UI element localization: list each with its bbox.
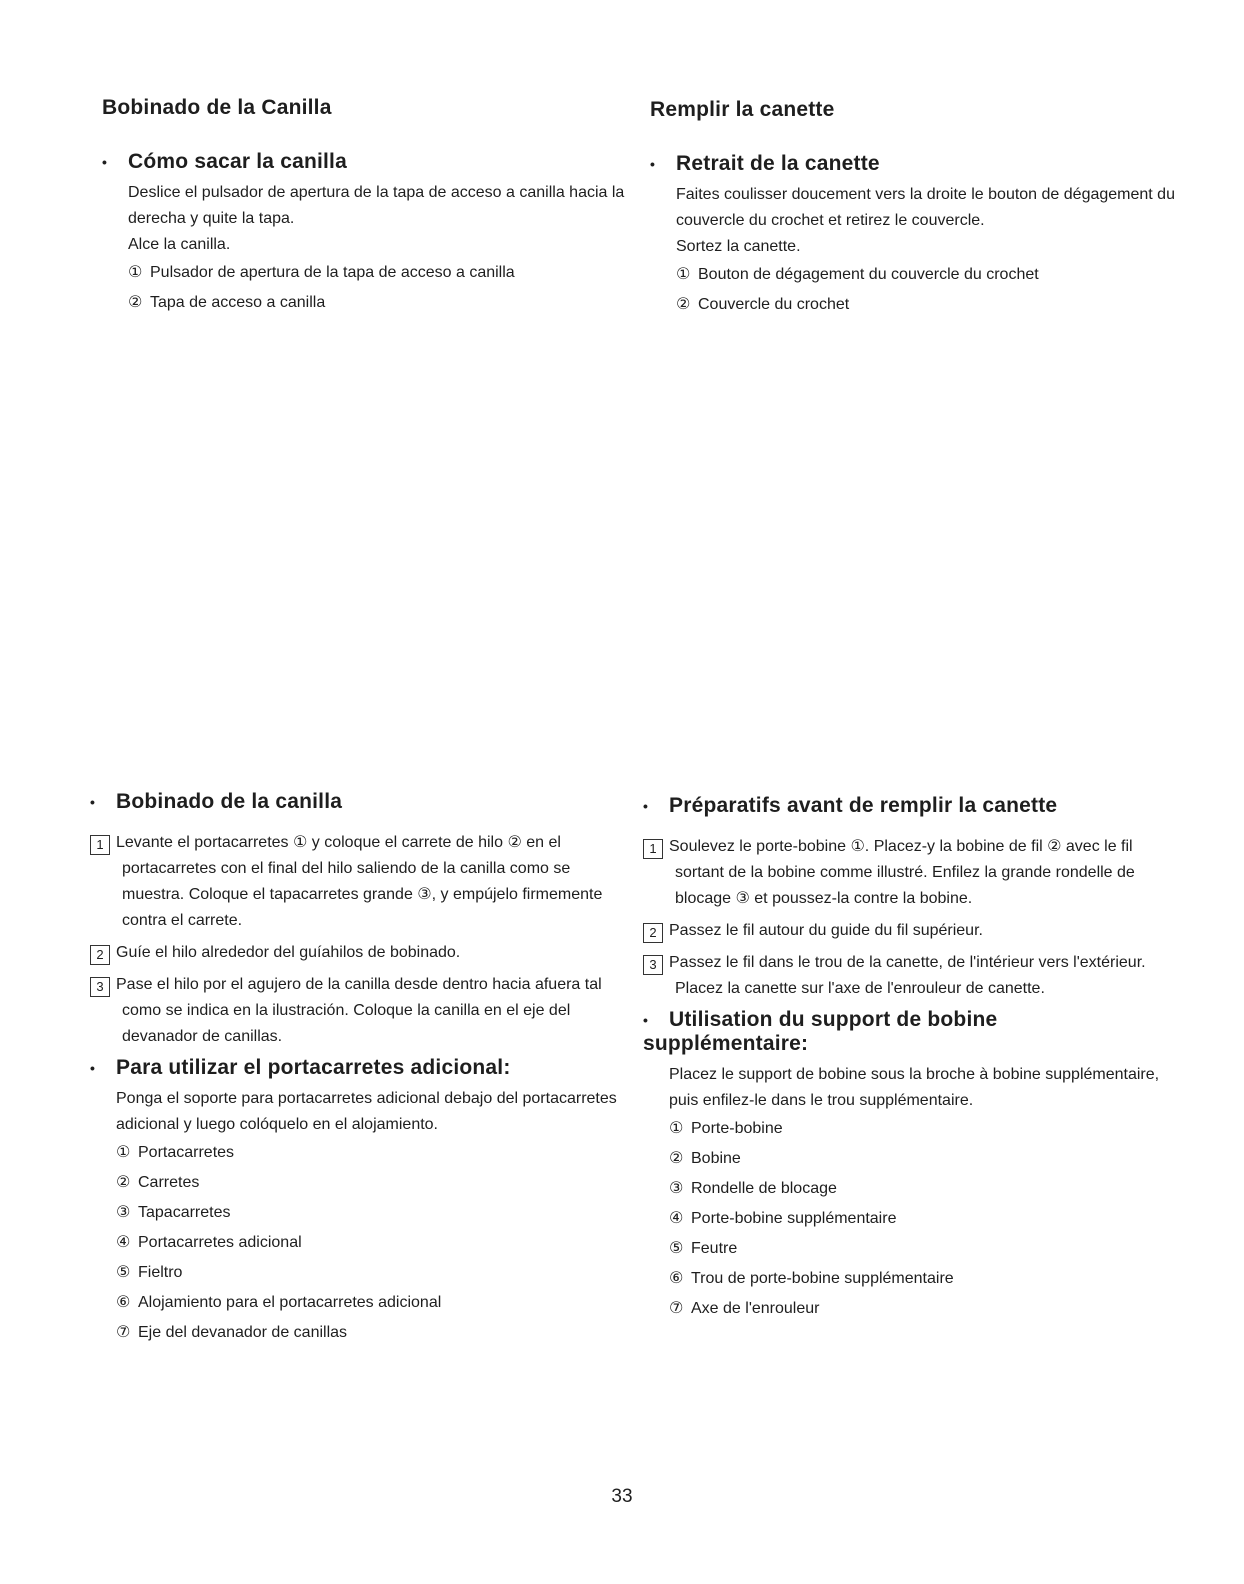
bullet-icon: • [650, 156, 656, 173]
legend-item [650, 290, 1180, 320]
fr-subtitle-additional-spool [643, 1008, 1173, 1056]
legend-item [90, 1258, 625, 1288]
fr-subtitle-text: Préparatifs avant de remplir la canette [669, 794, 1058, 817]
legend-item [90, 1168, 625, 1198]
es-subtitle-additional-spool [90, 1056, 625, 1080]
legend-item [643, 1234, 1173, 1264]
legend-item [102, 288, 632, 318]
legend-item [102, 258, 632, 288]
legend-number: ① [116, 1144, 131, 1161]
fr-section-title: Remplir la canette [650, 98, 835, 121]
step-text: Soulevez le porte-bobine ①. Placez-y la bobine de fil ② avec le fil sortant de la bobine comme illustré. Enfilez la grande rondelle de blocage ③ et poussez-la contre la bobine. [669, 838, 1135, 907]
step-number-box: 2 [643, 923, 663, 943]
bullet-icon: • [90, 1060, 96, 1077]
legend-text: Rondelle de blocage [691, 1180, 837, 1197]
legend-text: Porte-bobine supplémentaire [691, 1210, 897, 1227]
step-text: Passez le fil autour du guide du fil supérieur. [669, 922, 983, 939]
legend-text: Bobine [691, 1150, 741, 1167]
bullet-icon: • [102, 154, 108, 171]
legend-item [90, 1228, 625, 1258]
step-text: Passez le fil dans le trou de la canette, de l'intérieur vers l'extérieur. Placez la canette sur l'axe de l'enrouleur de canette. [669, 954, 1146, 997]
bullet-icon: • [90, 794, 96, 811]
step-number-box: 1 [90, 835, 110, 855]
step-number-box: 3 [90, 977, 110, 997]
step-text: Levante el portacarretes ① y coloque el carrete de hilo ② en el portacarretes con el final del hilo saliendo de la canilla como se muestra. Coloque el tapacarretes grande ③, y empújelo firmemente contra el carrete. [116, 834, 603, 929]
fr-subtitle-text: Utilisation du support de bobine [669, 1008, 998, 1031]
legend-item [643, 1144, 1173, 1174]
es-bottom-section [90, 790, 625, 1348]
legend-item [643, 1264, 1173, 1294]
illustration-area [90, 340, 1170, 760]
fr-paragraph: Sortez la canette. [676, 238, 801, 255]
legend-number: ② [116, 1174, 131, 1191]
page-number: 33 [611, 1486, 633, 1507]
es-section-title: Bobinado de la Canilla [102, 96, 332, 119]
legend-item [643, 1114, 1173, 1144]
legend-text: Portacarretes adicional [138, 1234, 302, 1251]
step-number-box: 3 [643, 955, 663, 975]
legend-text: Axe de l'enrouleur [691, 1300, 820, 1317]
fr-subtitle-text: Retrait de la canette [676, 152, 880, 175]
legend-text: Couvercle du crochet [698, 296, 850, 313]
step-number-box: 2 [90, 945, 110, 965]
fr-top-section [650, 98, 1180, 320]
bullet-icon: • [643, 1012, 649, 1029]
legend-number: ① [676, 266, 691, 283]
es-paragraph: Ponga el soporte para portacarretes adicional debajo del portacarretes adicional y luego colóquelo en el alojamiento. [116, 1090, 617, 1133]
legend-number: ⑦ [116, 1324, 131, 1341]
legend-item [643, 1204, 1173, 1234]
es-subtitle-text: Bobinado de la canilla [116, 790, 343, 813]
legend-text: Portacarretes [138, 1144, 235, 1161]
fr-subtitle-text-continued: supplémentaire: [643, 1032, 809, 1055]
legend-number: ⑦ [669, 1300, 684, 1317]
step-item [643, 834, 1173, 912]
legend-item [90, 1288, 625, 1318]
es-subtitle-winding [90, 790, 625, 814]
legend-text: Tapacarretes [138, 1204, 231, 1221]
legend-text: Eje del devanador de canillas [138, 1324, 348, 1341]
step-item [90, 972, 625, 1050]
fr-paragraph: Faites coulisser doucement vers la droite le bouton de dégagement du couvercle du crochet et retirez le couvercle. [676, 186, 1175, 229]
legend-number: ⑤ [116, 1264, 131, 1281]
step-text: Guíe el hilo alrededor del guíahilos de bobinado. [116, 944, 461, 961]
legend-number: ① [669, 1120, 684, 1137]
legend-number: ④ [116, 1234, 131, 1251]
legend-number: ④ [669, 1210, 684, 1227]
fr-bottom-section [643, 794, 1173, 1324]
bullet-icon: • [643, 798, 649, 815]
step-item [643, 918, 1173, 944]
legend-text: Carretes [138, 1174, 200, 1191]
legend-number: ② [128, 294, 143, 311]
legend-number: ③ [116, 1204, 131, 1221]
es-subtitle-text: Para utilizar el portacarretes adicional: [116, 1056, 511, 1079]
legend-item [643, 1174, 1173, 1204]
legend-number: ③ [669, 1180, 684, 1197]
legend-item [643, 1294, 1173, 1324]
legend-number: ⑥ [669, 1270, 684, 1287]
es-subtitle-remove-bobbin [102, 150, 632, 174]
legend-text: Alojamiento para el portacarretes adicional [138, 1294, 442, 1311]
step-item [643, 950, 1173, 1002]
fr-paragraph: Placez le support de bobine sous la broche à bobine supplémentaire, puis enfilez-le dans le trou supplémentaire. [669, 1066, 1160, 1109]
legend-item [650, 260, 1180, 290]
fr-subtitle-remove-bobbin [650, 152, 1180, 176]
es-top-section [102, 96, 632, 318]
legend-text: Fieltro [138, 1264, 183, 1281]
step-text: Pase el hilo por el agujero de la canilla desde dentro hacia afuera tal como se indica en la ilustración. Coloque la canilla en el eje del devanador de canillas. [116, 976, 602, 1045]
legend-text: Pulsador de apertura de la tapa de acceso a canilla [150, 264, 515, 281]
legend-text: Feutre [691, 1240, 738, 1257]
legend-text: Tapa de acceso a canilla [150, 294, 326, 311]
legend-number: ② [669, 1150, 684, 1167]
step-number-box: 1 [643, 839, 663, 859]
step-item [90, 830, 625, 934]
es-paragraph: Alce la canilla. [128, 236, 231, 253]
legend-number: ⑤ [669, 1240, 684, 1257]
legend-text: Bouton de dégagement du couvercle du crochet [698, 266, 1039, 283]
legend-text: Porte-bobine [691, 1120, 783, 1137]
es-subtitle-text: Cómo sacar la canilla [128, 150, 347, 173]
legend-item [90, 1198, 625, 1228]
legend-item [90, 1318, 625, 1348]
fr-subtitle-preparation [643, 794, 1173, 818]
legend-number: ⑥ [116, 1294, 131, 1311]
step-item [90, 940, 625, 966]
legend-text: Trou de porte-bobine supplémentaire [691, 1270, 954, 1287]
legend-number: ① [128, 264, 143, 281]
legend-item [90, 1138, 625, 1168]
legend-number: ② [676, 296, 691, 313]
es-paragraph: Deslice el pulsador de apertura de la tapa de acceso a canilla hacia la derecha y quite la tapa. [128, 184, 625, 227]
